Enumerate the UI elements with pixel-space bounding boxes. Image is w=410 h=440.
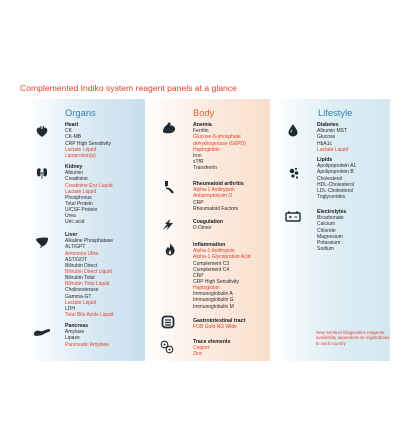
section-trace-elements-items (193, 345, 231, 357)
list-item: Potassium (317, 239, 341, 246)
list-item: CRP (193, 272, 204, 279)
list-item: Glucose (317, 134, 336, 141)
list-item: Lipoprotein(a) (65, 152, 96, 159)
pancreas-icon (33, 325, 51, 339)
availability-note: New Sentinel Diagnostics reagents, availability dependent on registrations in each country (316, 330, 390, 346)
list-item: Iron (193, 152, 202, 159)
section-gastrointestinal-tract-head: Gastrointestinal tract (193, 318, 246, 324)
section-kidney (65, 164, 113, 226)
section-inflammation-items (193, 248, 251, 310)
organs-title: Organs (65, 107, 96, 118)
list-item: D-Dimer (193, 225, 212, 232)
list-item: Cholesterol (317, 175, 343, 182)
list-item: Haptoglobin (193, 285, 220, 292)
list-item: Creatinine (65, 176, 88, 183)
list-item: Antistreptolysin O (193, 193, 233, 200)
list-item: Calcium (317, 221, 336, 228)
list-item: Bicarbonate (317, 215, 344, 222)
lifestyle-column (270, 99, 390, 361)
section-lipids-head: Lipids (317, 157, 333, 163)
section-liver-head: Liver (65, 232, 78, 238)
section-gastrointestinal-tract-items (193, 324, 245, 330)
section-rheumatoid-arthritis (193, 181, 244, 212)
list-item: Alkaline Phosphatase (65, 238, 114, 245)
list-item: CRP High Sensitivity (65, 140, 112, 147)
list-item: Glucose-6-phosphate (193, 134, 241, 141)
section-diabetes-items (317, 128, 348, 153)
list-item: Cholinesterase (65, 287, 99, 294)
section-trace-elements (193, 339, 231, 358)
section-inflammation-head: Inflammation (193, 242, 226, 248)
list-item: AST/GOT (65, 256, 87, 263)
section-trace-elements-head: Trace elements (193, 339, 231, 345)
section-coagulation-items (193, 225, 223, 231)
list-item: CRP High Sensitivity (193, 278, 240, 285)
lifestyle-title: Lifestyle (318, 107, 353, 118)
list-item: Chloride (317, 227, 336, 234)
heart-icon (35, 125, 49, 139)
list-item: LDL-Cholesterol (317, 187, 354, 194)
section-heart-items (65, 128, 111, 159)
list-item: Bilirubin Direct (65, 262, 98, 269)
list-item: Total Bile Acids Liquid (65, 312, 114, 319)
list-item: Lactate Liquid (65, 188, 97, 195)
section-coagulation (193, 219, 223, 231)
list-item: Copper (193, 345, 210, 352)
list-item: Bilirubin Total Liquid (65, 281, 110, 288)
list-item: Ammonia Ultra (65, 250, 99, 257)
section-pancreas-head: Pancreas (65, 323, 89, 329)
section-lipids-items (317, 163, 356, 200)
section-electrolytes-head: Electrolytes (317, 209, 347, 215)
body-column (145, 99, 270, 361)
list-item: Lactate Liquid (317, 146, 349, 153)
list-item: Albumin MST (317, 128, 348, 135)
section-anemia-items (193, 128, 246, 171)
section-liver-items (65, 238, 113, 318)
section-liver (65, 232, 113, 318)
list-item: sTfR (193, 158, 204, 165)
list-item: Rheumatoid Factors (193, 205, 239, 212)
section-pancreas-items (65, 329, 109, 347)
intestine-icon (161, 315, 175, 329)
section-electrolytes-items (317, 215, 346, 252)
list-item: Urea (65, 213, 76, 220)
battery-icon (285, 210, 301, 224)
section-diabetes-head: Diabetes (317, 122, 339, 128)
list-item: Magnesium (317, 233, 343, 240)
drop-icon (286, 123, 300, 137)
list-item: FOB Gold NG Wide (193, 324, 237, 331)
list-item: Triglycerides (317, 193, 346, 200)
list-item: CK-MB (65, 134, 82, 141)
list-item: Alpha-1 Antitrypsin (193, 248, 235, 255)
section-diabetes (317, 122, 348, 153)
flame-icon (163, 242, 177, 256)
list-item: Bilirubin Total (65, 275, 95, 282)
list-item: Immunoglobulin A (193, 291, 233, 298)
section-heart-head: Heart (65, 122, 79, 128)
list-item: CK (65, 128, 72, 135)
list-item: Complement C4 (193, 266, 230, 273)
section-kidney-items (65, 170, 113, 225)
section-coagulation-head: Coagulation (193, 219, 223, 225)
list-item: Complement C3 (193, 260, 230, 267)
list-item: Total Protein (65, 200, 93, 207)
organs-column (25, 99, 145, 361)
list-item: dehydrogenase (G6PD) (193, 140, 246, 147)
list-item: Zinc (193, 351, 203, 358)
list-item: Alpha-1 Antitrypsin (193, 187, 235, 194)
list-item: LDH (65, 305, 76, 312)
section-rheumatoid-arthritis-items (193, 187, 244, 212)
coagulation-icon (161, 218, 175, 232)
list-item: Lactate Liquid (65, 299, 97, 306)
list-item: Apolipoprotein B (317, 169, 354, 176)
list-item: ALT/GPT (65, 244, 86, 251)
section-electrolytes (317, 209, 346, 252)
list-item: Sodium (317, 245, 334, 252)
section-anemia (193, 122, 246, 171)
list-item: Alpha-1 Glycoprotein Acid (193, 254, 251, 261)
liver-icon (35, 235, 49, 249)
section-pancreas (65, 323, 109, 348)
list-item: Haptoglobin (193, 146, 220, 153)
list-item: CRP (193, 199, 204, 206)
list-item: Immunoglobulin G (193, 297, 234, 304)
list-item: HbA1c (317, 140, 333, 147)
arm-icon (161, 121, 177, 135)
list-item: Lactate Liquid (65, 146, 97, 153)
kidney-icon (35, 166, 49, 180)
section-kidney-head: Kidney (65, 164, 83, 170)
list-item: Lipase (65, 335, 80, 342)
section-anemia-head: Anemia (193, 122, 212, 128)
list-item: HDL-Cholesterol (317, 181, 354, 188)
section-gastrointestinal-tract (193, 318, 245, 330)
list-item: Albumin (65, 170, 84, 177)
section-lipids (317, 157, 356, 200)
section-heart (65, 122, 111, 159)
list-item: Phosphorus (65, 194, 92, 201)
joint-icon (162, 180, 176, 194)
list-item: Creatinine Enz Liquid (65, 182, 113, 189)
section-rheumatoid-arthritis-head: Rheumatoid arthritis (193, 181, 244, 187)
list-item: Immunoglobulin M (193, 303, 234, 310)
list-item: Uric acid (65, 219, 85, 226)
list-item: Apolipoprotein A1 (317, 163, 357, 170)
list-item: Pancreatic Amylase (65, 341, 109, 348)
list-item: Amylase (65, 329, 85, 336)
list-item: Transferrin (193, 165, 217, 172)
list-item: Ferritin (193, 128, 209, 135)
list-item: U/CSF Protein (65, 207, 98, 214)
lipids-icon (287, 166, 301, 180)
trace-elements-icon (160, 340, 174, 354)
body-title: Body (193, 107, 215, 118)
list-item: Gamma-GT (65, 293, 92, 300)
page-title: Complemented Indiko system reagent panels at a glance (20, 83, 237, 93)
section-inflammation (193, 242, 251, 310)
list-item: Bilirubin Direct Liquid (65, 268, 112, 275)
